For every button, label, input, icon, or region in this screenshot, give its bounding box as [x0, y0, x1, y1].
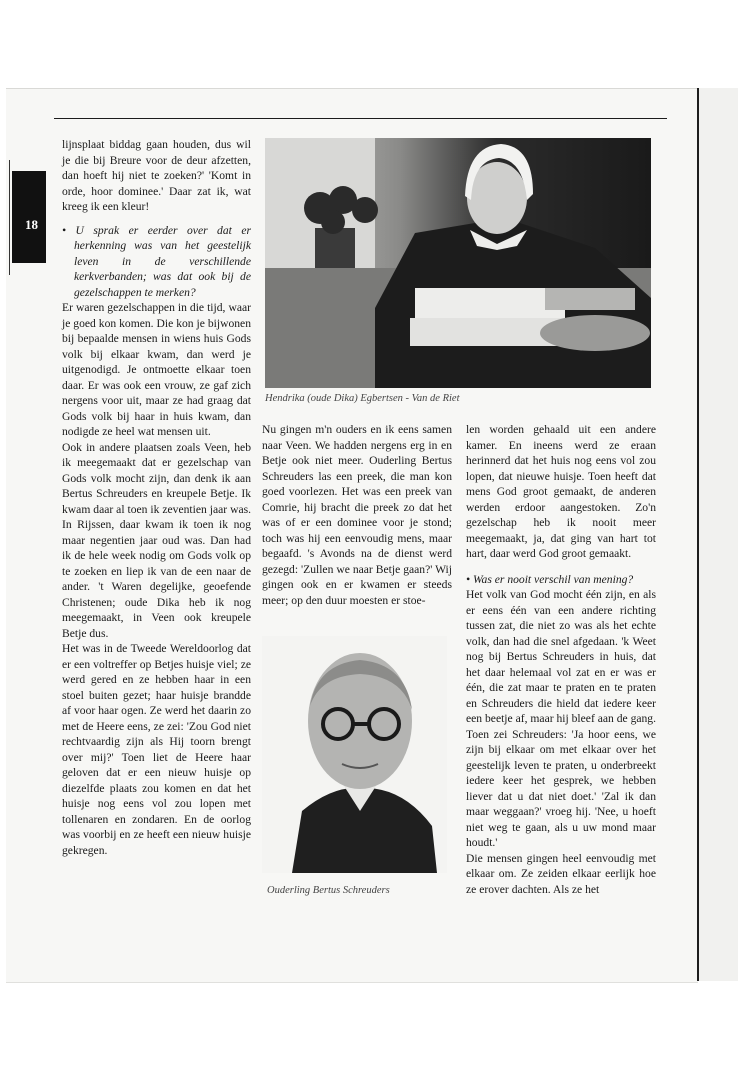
page-number-tab [12, 171, 46, 263]
text-column-1 [62, 137, 251, 858]
bullet: • [62, 223, 67, 237]
text-column-3 [466, 422, 656, 897]
photo-old-woman [265, 138, 651, 388]
photo-old-woman-image [265, 138, 651, 388]
photo-bertus-schreuders [262, 636, 447, 873]
paragraph: Het volk van God mocht één zijn, en als er eens één van een andere richting tussen zat, die niet zo was als het echte volk, dan had die snel afgedaan. 'k Weet nog bij Bertus Schreuders in huis, dat het daar helemaal vol zat en er was er één, die zat maar te praten en te praten en Schreuders die hield dat iedere keer een beetje af, maar hij bleef aan de gang. Toen zei Schreuders: 'Ja hoor eens, we zijn bij elkaar om met elkaar over het geestelijk leven te praten, u onderbreekt iedere keer het gesprek, we hebben liever dat u dat niet doet.' 'Zal ik dan maar weggaan?' vroeg hij. 'Nee, u hoeft niet weg te gaan, als u uw mond maar houdt.' [466, 588, 656, 849]
bullet: • [466, 572, 471, 586]
paragraph: Het was in de Tweede Wereldoorlog dat er een voltreffer op Betjes huisje viel; ze werd gered en ze hebben haar in een stoel buiten gezet; haar huisje brandde af voor haar ogen. Ze werd het daarin zo met de Heere eens, ze zei: 'Zou God niet rechtvaardig zijn als Hij toorn brengt over mij?' Toen liet de Heere haar geloven dat er een nieuw huisje op diezelfde plaats zou komen en dat het huisje nog eens vol zou lopen met tollenaren en zondaren. En de oorlog was voorbij en ze heeft een nieuw huisje gekregen. [62, 642, 251, 857]
facing-page-edge [697, 88, 738, 981]
photo-caption: Hendrika (oude Dika) Egbertsen - Van de Riet [265, 393, 460, 404]
question-text: Was er nooit verschil van mening? [472, 572, 634, 586]
margin-line [9, 160, 10, 275]
interview-question [466, 572, 656, 588]
paragraph: len worden gehaald uit een andere kamer. En ineens werd ze eraan herinnerd dat het huis nog eens vol zou lopen, dat nieuwe huisje. Toen heeft dat mens God groot gemaakt, de anderen werden erdoor aangestoken. Zo'n gezelschap heb ik nooit meer meegemaakt, ja, dat ging van hart tot hart, daar werd God groot gemaakt. [466, 423, 656, 560]
photo-bertus-schreuders-image [262, 636, 447, 873]
paragraph: Ook in andere plaatsen zoals Veen, heb ik meegemaakt dat er gezelschap van Gods volk mocht zijn, dan denk ik aan Bertus Schreuders en kreupele Betje. Ik kwam daar al toen ik zeventien jaar was. In Rijssen, daar kwam ik toen ik nog maar negentien jaar oud was. Dan had ik de hele week nodig om Gods volk op te zoeken en liep ik van de een naar de ander. 't Waren degelijke, geoefende Christenen; oude Dika heb ik nog meegemaakt, in Veen ook kreupele Betje dus. [62, 440, 251, 640]
interview-question [62, 223, 251, 301]
paragraph: lijnsplaat biddag gaan houden, dus wil je die bij Breure voor de deur afzetten, dan hoeft hij niet te zoeken?' 'Komt in orde, hoor dominee.' Daar zat ik, wat kreeg ik een kleur! [62, 138, 251, 213]
header-rule [54, 118, 667, 119]
question-text: U sprak er eerder over dat er herkenning was van het geestelijk leven in de verschillende kerkverbanden; was dat ook bij de gezelschappen te merken? [74, 223, 251, 299]
paragraph: Die mensen gingen heel eenvoudig met elkaar om. Ze zeiden elkaar eerlijk hoe ze erover dachten. Als ze het [466, 851, 656, 896]
page-number: 18 [25, 217, 38, 232]
paragraph: Er waren gezelschappen in die tijd, waar je goed kon komen. Die kon je bijwonen bij bepaalde mensen in wiens huis Gods volk bij elkaar kwam, dan werd je uitgenodigd. Je ontmoette elkaar toen daar. Er was ook een vrouw, ze gaf zich nergens voor uit, maar ze had graag dat Gods volk bij haar in huis kwam, dan nodigde ze heel wat mensen uit. [62, 301, 251, 438]
text-column-2 [262, 422, 452, 608]
photo-caption: Ouderling Bertus Schreuders [267, 885, 390, 896]
paragraph: Nu gingen m'n ouders en ik eens samen naar Veen. We hadden nergens erg in en Betje ook niet meer. Ouderling Bertus Schreuders las een preek, die man kon goed voorlezen. Het was een preek van Comrie, hij bracht die preek zo dat het was of er een dominee voor je stond; toch was hij een eenvoudig mens, maar begaafd. 's Avonds na de dienst werd gezegd: 'Zullen we naar Betje gaan?' Wij gingen ook en er kwamen er steeds meer; op den duur moesten er stoe- [262, 423, 452, 607]
